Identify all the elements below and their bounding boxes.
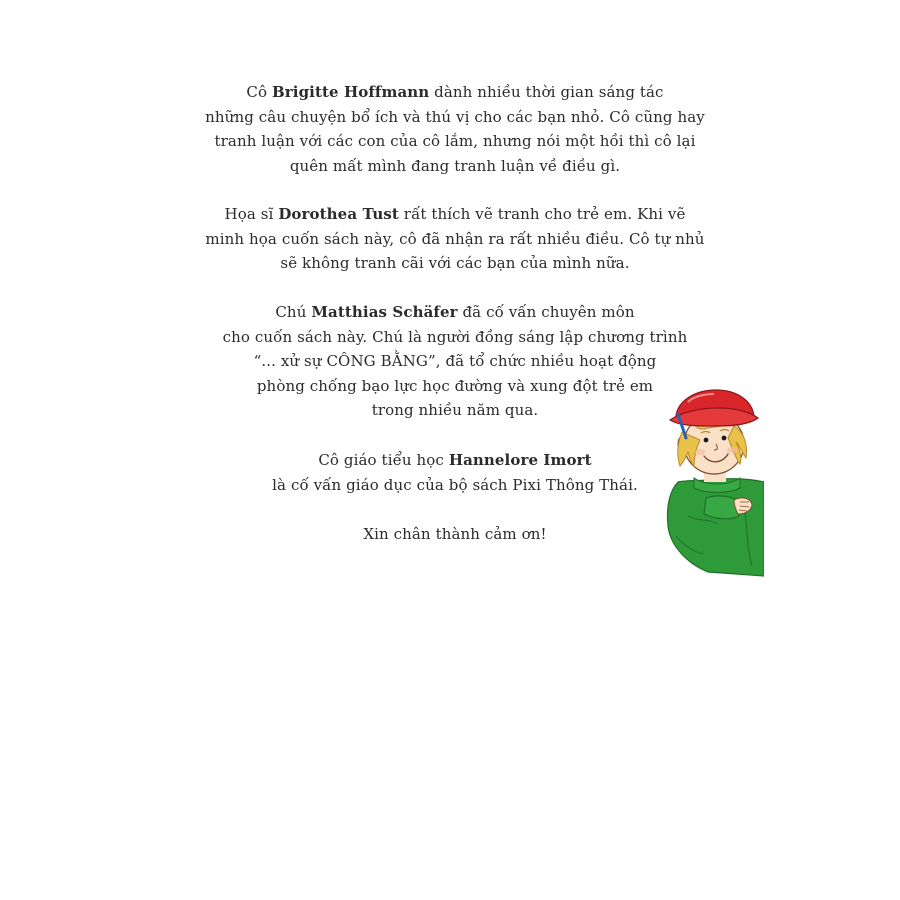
boy-with-red-cap-illustration bbox=[648, 386, 764, 578]
advisor-bio-paragraph bbox=[190, 300, 720, 423]
paragraph-line: Chú Matthias Schäfer đã cố vấn chuyên môn bbox=[275, 303, 635, 321]
paragraph-line: Cô giáo tiểu học Hannelore Imort bbox=[318, 451, 592, 469]
education-advisor-name: Hannelore Imort bbox=[448, 451, 592, 469]
paragraph-line: trong nhiều năm qua. bbox=[371, 401, 539, 419]
paragraph-line: quên mất mình đang tranh luận về điều gì. bbox=[289, 156, 621, 175]
thanks-paragraph bbox=[190, 522, 720, 547]
education-advisor-paragraph bbox=[190, 448, 720, 497]
paragraph-line: minh họa cuốn sách này, cô đã nhận ra rất nhiều điều. Cô tự nhủ bbox=[205, 229, 705, 248]
left-eye bbox=[704, 438, 709, 443]
paragraph-line: Họa sĩ Dorothea Tust rất thích vẽ tranh cho trẻ em. Khi vẽ bbox=[224, 205, 686, 223]
green-sweater bbox=[667, 479, 764, 576]
right-eye bbox=[722, 436, 727, 441]
advisor-name: Matthias Schäfer bbox=[311, 303, 458, 321]
paragraph-line: Cô Brigitte Hoffmann dành nhiều thời gian sáng tác bbox=[246, 83, 664, 101]
paragraph-line: sẽ không tranh cãi với các bạn của mình nữa. bbox=[280, 254, 630, 272]
illustrator-bio-paragraph bbox=[190, 202, 720, 276]
paragraph-line: là cố vấn giáo dục của bộ sách Pixi Thông Thái. bbox=[272, 475, 638, 494]
paragraph-line: “... xử sự CÔNG BẰNG”, đã tổ chức nhiều hoạt động bbox=[253, 352, 657, 370]
paragraph-line: những câu chuyện bổ ích và thú vị cho các bạn nhỏ. Cô cũng hay bbox=[205, 107, 705, 126]
illustrator-name: Dorothea Tust bbox=[278, 205, 399, 223]
paragraph-line: tranh luận với các con của cô lắm, nhưng nói một hồi thì cô lại bbox=[214, 132, 696, 150]
paragraph-line: phòng chống bạo lực học đường và xung đột trẻ em bbox=[256, 376, 654, 395]
author-bio-paragraph bbox=[190, 80, 720, 178]
paragraph-line: cho cuốn sách này. Chú là người đồng sáng lập chương trình bbox=[222, 327, 688, 346]
author-name: Brigitte Hoffmann bbox=[272, 83, 430, 101]
thanks-line: Xin chân thành cảm ơn! bbox=[363, 525, 547, 543]
